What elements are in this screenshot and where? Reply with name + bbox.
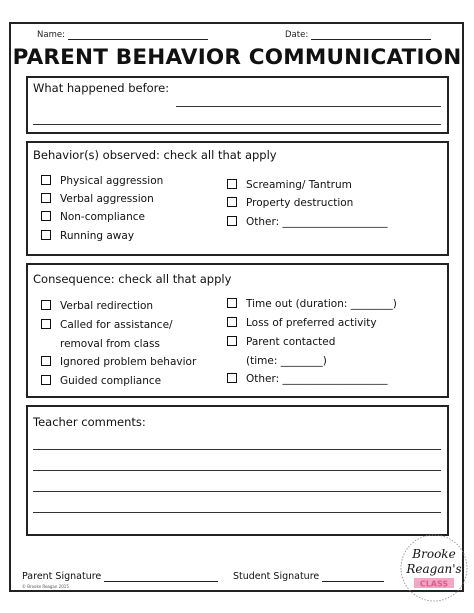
- checkbox[interactable]: [41, 319, 51, 329]
- checkbox[interactable]: [227, 373, 237, 383]
- consequence-checkbox-ignored-problem-behavior[interactable]: [41, 356, 196, 368]
- comment-line[interactable]: [33, 512, 441, 513]
- consequence-label: Time out (duration: ________): [246, 298, 397, 310]
- student-signature-blank[interactable]: [322, 581, 384, 582]
- checkbox[interactable]: [41, 175, 51, 185]
- consequence-label: Guided compliance: [60, 375, 162, 387]
- behavior-checkbox-physical-aggression[interactable]: [41, 175, 163, 187]
- behavior-checkbox-verbal-aggression[interactable]: [41, 193, 154, 205]
- behavior-checkbox-running-away[interactable]: [41, 230, 134, 242]
- checkbox[interactable]: [41, 193, 51, 203]
- consequence-checkbox-parent-contacted[interactable]: [227, 336, 335, 348]
- logo-text-line2: Reagan's: [406, 562, 462, 576]
- consequence-label-continuation: removal from class: [60, 338, 160, 350]
- consequence-checkbox-loss-of-preferred-activity[interactable]: [227, 317, 377, 329]
- consequence-checkbox-verbal-redirection[interactable]: [41, 300, 153, 312]
- checkbox[interactable]: [227, 298, 237, 308]
- teacher-comments-title: Teacher comments:: [33, 415, 146, 429]
- consequence-label-continuation: (time: ________): [246, 355, 327, 367]
- checkbox[interactable]: [227, 197, 237, 207]
- behavior-checkbox-screaming[interactable]: [227, 179, 352, 191]
- consequence-label: Loss of preferred activity: [246, 317, 377, 329]
- behaviors-title: Behavior(s) observed: check all that apply: [33, 148, 277, 162]
- copyright-text: © Brooke Reagan 2015: [22, 584, 69, 589]
- name-blank[interactable]: [68, 39, 208, 40]
- student-signature-label: Student Signature: [233, 571, 320, 582]
- checkbox[interactable]: [227, 317, 237, 327]
- consequence-checkbox-other[interactable]: [227, 373, 388, 385]
- behavior-label: Non-compliance: [60, 211, 145, 223]
- checkbox[interactable]: [41, 356, 51, 366]
- checkbox[interactable]: [41, 375, 51, 385]
- consequence-label: Parent contacted: [246, 336, 336, 348]
- what-happened-title: What happened before:: [33, 81, 170, 95]
- name-label: Name:: [37, 30, 65, 40]
- behavior-checkbox-property-destruction[interactable]: [227, 197, 353, 209]
- consequence-title: Consequence: check all that apply: [33, 272, 232, 286]
- student-signature-line: [233, 571, 384, 582]
- behavior-label: Physical aggression: [60, 175, 164, 187]
- behavior-checkbox-non-compliance[interactable]: [41, 211, 145, 223]
- behavior-label: Verbal aggression: [60, 193, 154, 205]
- behavior-label: Property destruction: [246, 197, 354, 209]
- brooke-reagans-class-logo: [396, 528, 472, 608]
- comment-line[interactable]: [33, 491, 441, 492]
- parent-signature-blank[interactable]: [104, 581, 218, 582]
- page-title: PARENT BEHAVIOR COMMUNICATION: [12, 45, 462, 70]
- parent-signature-line: [22, 571, 218, 582]
- consequence-checkbox-called-for-assistance[interactable]: [41, 319, 173, 331]
- consequence-label: Other: ____________________: [246, 373, 388, 385]
- consequence-label: Called for assistance/: [60, 319, 173, 331]
- checkbox[interactable]: [227, 216, 237, 226]
- date-blank[interactable]: [311, 39, 431, 40]
- what-happened-line-1[interactable]: [176, 106, 441, 107]
- date-line: [285, 30, 431, 40]
- parent-signature-label: Parent Signature: [22, 571, 102, 582]
- behavior-checkbox-other[interactable]: [227, 216, 388, 228]
- logo-text-line3: CLASS: [419, 579, 449, 589]
- comment-line[interactable]: [33, 449, 441, 450]
- consequence-label: Ignored problem behavior: [60, 356, 197, 368]
- checkbox[interactable]: [41, 230, 51, 240]
- comment-line[interactable]: [33, 470, 441, 471]
- behavior-label: Running away: [60, 230, 135, 242]
- behavior-label: Other: ____________________: [246, 216, 388, 228]
- behavior-label: Screaming/ Tantrum: [246, 179, 352, 191]
- name-line: [37, 30, 208, 40]
- date-label: Date:: [285, 30, 309, 40]
- checkbox[interactable]: [227, 336, 237, 346]
- checkbox[interactable]: [227, 179, 237, 189]
- consequence-checkbox-time-out[interactable]: [227, 298, 397, 310]
- consequence-checkbox-guided-compliance[interactable]: [41, 375, 161, 387]
- logo-text-line1: Brooke: [412, 547, 456, 561]
- checkbox[interactable]: [41, 211, 51, 221]
- consequence-label: Verbal redirection: [60, 300, 154, 312]
- checkbox[interactable]: [41, 300, 51, 310]
- what-happened-line-2[interactable]: [33, 124, 441, 125]
